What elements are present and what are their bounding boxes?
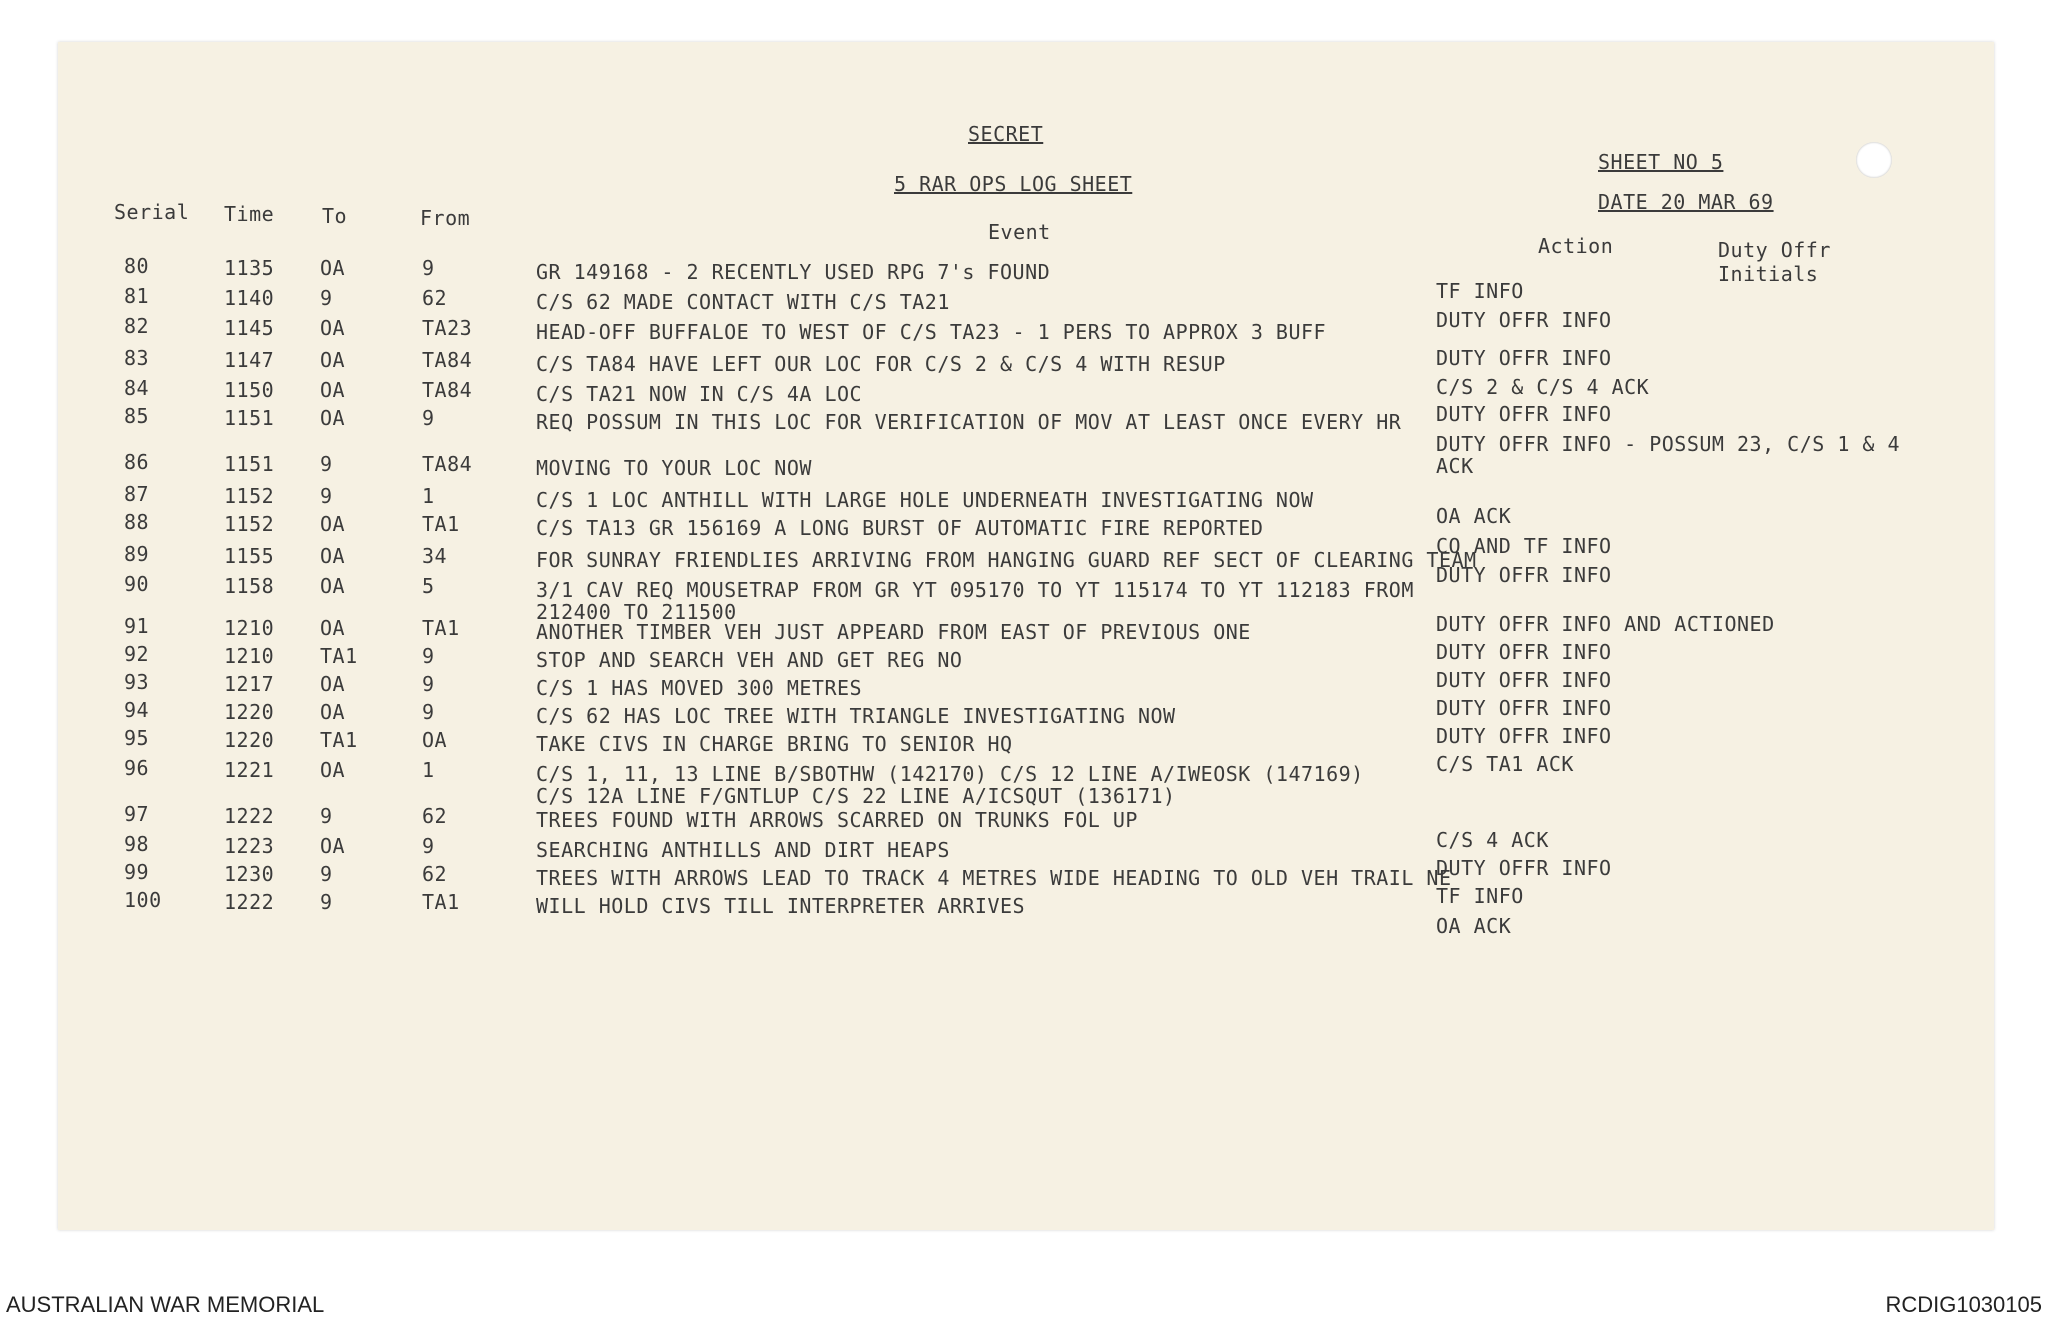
event-cell: C/S TA13 GR 156169 A LONG BURST OF AUTOMATIC FIRE REPORTED bbox=[536, 516, 1264, 540]
log-sheet-paper bbox=[58, 42, 1994, 1230]
action-cell: CO AND TF INFO bbox=[1436, 534, 1612, 558]
action-cell: C/S TA1 ACK bbox=[1436, 752, 1574, 776]
action-cell: DUTY OFFR INFO bbox=[1436, 696, 1612, 720]
from-cell: 62 bbox=[422, 286, 448, 310]
header-to: To bbox=[322, 204, 348, 228]
action-cell: DUTY OFFR INFO bbox=[1436, 640, 1612, 664]
serial-cell: 83 bbox=[124, 346, 150, 370]
from-cell: 9 bbox=[422, 834, 435, 858]
time-cell: 1145 bbox=[224, 316, 275, 340]
event-cell: STOP AND SEARCH VEH AND GET REG NO bbox=[536, 648, 963, 672]
event-cell: MOVING TO YOUR LOC NOW bbox=[536, 456, 812, 480]
serial-cell: 99 bbox=[124, 860, 150, 884]
event-cell: GR 149168 - 2 RECENTLY USED RPG 7's FOUND bbox=[536, 260, 1051, 284]
time-cell: 1140 bbox=[224, 286, 275, 310]
serial-cell: 95 bbox=[124, 726, 150, 750]
to-cell: 9 bbox=[320, 804, 333, 828]
document-title: 5 RAR OPS LOG SHEET bbox=[894, 172, 1133, 196]
punch-hole bbox=[1856, 142, 1892, 178]
from-cell: 1 bbox=[422, 758, 435, 782]
action-cell: DUTY OFFR INFO - POSSUM 23, C/S 1 & 4 bbox=[1436, 432, 1901, 456]
event-cell: REQ POSSUM IN THIS LOC FOR VERIFICATION OF MOV AT LEAST ONCE EVERY HR bbox=[536, 410, 1402, 434]
time-cell: 1150 bbox=[224, 378, 275, 402]
from-cell: TA84 bbox=[422, 378, 473, 402]
serial-cell: 93 bbox=[124, 670, 150, 694]
to-cell: OA bbox=[320, 406, 346, 430]
time-cell: 1210 bbox=[224, 644, 275, 668]
time-cell: 1230 bbox=[224, 862, 275, 886]
from-cell: TA1 bbox=[422, 890, 460, 914]
action-cell: DUTY OFFR INFO bbox=[1436, 563, 1612, 587]
serial-cell: 84 bbox=[124, 376, 150, 400]
event-cell: C/S 62 HAS LOC TREE WITH TRIANGLE INVESTIGATING NOW bbox=[536, 704, 1176, 728]
to-cell: 9 bbox=[320, 890, 333, 914]
serial-cell: 90 bbox=[124, 572, 150, 596]
event-cell: TAKE CIVS IN CHARGE BRING TO SENIOR HQ bbox=[536, 732, 1013, 756]
from-cell: 9 bbox=[422, 644, 435, 668]
time-cell: 1220 bbox=[224, 728, 275, 752]
from-cell: 62 bbox=[422, 862, 448, 886]
event-cell: C/S 62 MADE CONTACT WITH C/S TA21 bbox=[536, 290, 950, 314]
footer-id: RCDIG1030105 bbox=[1885, 1292, 2042, 1317]
from-cell: 9 bbox=[422, 672, 435, 696]
action-cell: DUTY OFFR INFO bbox=[1436, 856, 1612, 880]
time-cell: 1152 bbox=[224, 484, 275, 508]
event-cell: 3/1 CAV REQ MOUSETRAP FROM GR YT 095170 TO YT 115174 TO YT 112183 FROM bbox=[536, 578, 1414, 602]
header-event: Event bbox=[988, 220, 1051, 244]
to-cell: TA1 bbox=[320, 644, 358, 668]
from-cell: TA84 bbox=[422, 348, 473, 372]
time-cell: 1135 bbox=[224, 256, 275, 280]
event-cell: HEAD-OFF BUFFALOE TO WEST OF C/S TA23 - 1 PERS TO APPROX 3 BUFF bbox=[536, 320, 1327, 344]
from-cell: 9 bbox=[422, 700, 435, 724]
action-cell: OA ACK bbox=[1436, 504, 1512, 528]
time-cell: 1210 bbox=[224, 616, 275, 640]
event-cell: FOR SUNRAY FRIENDLIES ARRIVING FROM HANGING GUARD REF SECT OF CLEARING TEAM bbox=[536, 548, 1477, 572]
serial-cell: 98 bbox=[124, 832, 150, 856]
from-cell: 9 bbox=[422, 406, 435, 430]
from-cell: OA bbox=[422, 728, 448, 752]
from-cell: 34 bbox=[422, 544, 448, 568]
from-cell: 62 bbox=[422, 804, 448, 828]
time-cell: 1151 bbox=[224, 406, 275, 430]
action-cell: C/S 2 & C/S 4 ACK bbox=[1436, 375, 1650, 399]
to-cell: OA bbox=[320, 544, 346, 568]
header-duty-offr: Duty Offr bbox=[1718, 238, 1831, 262]
from-cell: TA23 bbox=[422, 316, 473, 340]
event-cell: ANOTHER TIMBER VEH JUST APPEARD FROM EAST OF PREVIOUS ONE bbox=[536, 620, 1251, 644]
to-cell: OA bbox=[320, 758, 346, 782]
serial-cell: 97 bbox=[124, 802, 150, 826]
action-cell: DUTY OFFR INFO bbox=[1436, 346, 1612, 370]
action-cell: DUTY OFFR INFO bbox=[1436, 402, 1612, 426]
to-cell: OA bbox=[320, 348, 346, 372]
action-cell: TF INFO bbox=[1436, 279, 1524, 303]
time-cell: 1222 bbox=[224, 890, 275, 914]
to-cell: OA bbox=[320, 700, 346, 724]
from-cell: 1 bbox=[422, 484, 435, 508]
time-cell: 1217 bbox=[224, 672, 275, 696]
serial-cell: 82 bbox=[124, 314, 150, 338]
to-cell: OA bbox=[320, 834, 346, 858]
serial-cell: 87 bbox=[124, 482, 150, 506]
event-cell: SEARCHING ANTHILLS AND DIRT HEAPS bbox=[536, 838, 950, 862]
to-cell: 9 bbox=[320, 862, 333, 886]
to-cell: OA bbox=[320, 378, 346, 402]
to-cell: OA bbox=[320, 256, 346, 280]
from-cell: TA84 bbox=[422, 452, 473, 476]
serial-cell: 89 bbox=[124, 542, 150, 566]
classification-label: SECRET bbox=[968, 122, 1044, 146]
serial-cell: 80 bbox=[124, 254, 150, 278]
from-cell: 5 bbox=[422, 574, 435, 598]
sheet-number: SHEET NO 5 bbox=[1598, 150, 1724, 174]
event-cell: C/S 1 LOC ANTHILL WITH LARGE HOLE UNDERNEATH INVESTIGATING NOW bbox=[536, 488, 1314, 512]
action-cell: DUTY OFFR INFO bbox=[1436, 724, 1612, 748]
from-cell: 9 bbox=[422, 256, 435, 280]
action-cell: TF INFO bbox=[1436, 884, 1524, 908]
to-cell: OA bbox=[320, 316, 346, 340]
event-cell: C/S 1 HAS MOVED 300 METRES bbox=[536, 676, 863, 700]
footer-source: AUSTRALIAN WAR MEMORIAL bbox=[6, 1292, 325, 1317]
time-cell: 1147 bbox=[224, 348, 275, 372]
serial-cell: 96 bbox=[124, 756, 150, 780]
time-cell: 1158 bbox=[224, 574, 275, 598]
sheet-date: DATE 20 MAR 69 bbox=[1598, 190, 1774, 214]
to-cell: 9 bbox=[320, 452, 333, 476]
from-cell: TA1 bbox=[422, 616, 460, 640]
event-cell-continued: C/S 12A LINE F/GNTLUP C/S 22 LINE A/ICSQUT (136171) bbox=[536, 784, 1176, 808]
to-cell: OA bbox=[320, 512, 346, 536]
serial-cell: 81 bbox=[124, 284, 150, 308]
time-cell: 1222 bbox=[224, 804, 275, 828]
to-cell: 9 bbox=[320, 484, 333, 508]
to-cell: 9 bbox=[320, 286, 333, 310]
event-cell: WILL HOLD CIVS TILL INTERPRETER ARRIVES bbox=[536, 894, 1026, 918]
from-cell: TA1 bbox=[422, 512, 460, 536]
action-cell: DUTY OFFR INFO bbox=[1436, 308, 1612, 332]
header-from: From bbox=[420, 206, 471, 230]
header-initials: Initials bbox=[1718, 262, 1819, 286]
action-cell: DUTY OFFR INFO AND ACTIONED bbox=[1436, 612, 1775, 636]
to-cell: OA bbox=[320, 672, 346, 696]
serial-cell: 88 bbox=[124, 510, 150, 534]
action-cell: C/S 4 ACK bbox=[1436, 828, 1549, 852]
time-cell: 1155 bbox=[224, 544, 275, 568]
time-cell: 1223 bbox=[224, 834, 275, 858]
serial-cell: 100 bbox=[124, 888, 162, 912]
event-cell: C/S 1, 11, 13 LINE B/SBOTHW (142170) C/S 12 LINE A/IWEOSK (147169) bbox=[536, 762, 1364, 786]
action-cell-continued: ACK bbox=[1436, 454, 1474, 478]
event-cell: C/S TA84 HAVE LEFT OUR LOC FOR C/S 2 & C/S 4 WITH RESUP bbox=[536, 352, 1226, 376]
serial-cell: 86 bbox=[124, 450, 150, 474]
action-cell: OA ACK bbox=[1436, 914, 1512, 938]
serial-cell: 92 bbox=[124, 642, 150, 666]
time-cell: 1221 bbox=[224, 758, 275, 782]
event-cell: TREES FOUND WITH ARROWS SCARRED ON TRUNKS FOL UP bbox=[536, 808, 1138, 832]
serial-cell: 94 bbox=[124, 698, 150, 722]
action-cell: DUTY OFFR INFO bbox=[1436, 668, 1612, 692]
to-cell: OA bbox=[320, 574, 346, 598]
time-cell: 1151 bbox=[224, 452, 275, 476]
time-cell: 1152 bbox=[224, 512, 275, 536]
event-cell-continued: 212400 TO 211500 bbox=[536, 600, 737, 624]
to-cell: OA bbox=[320, 616, 346, 640]
to-cell: TA1 bbox=[320, 728, 358, 752]
time-cell: 1220 bbox=[224, 700, 275, 724]
event-cell: TREES WITH ARROWS LEAD TO TRACK 4 METRES WIDE HEADING TO OLD VEH TRAIL NE bbox=[536, 866, 1452, 890]
header-serial: Serial bbox=[114, 200, 190, 224]
header-time: Time bbox=[224, 202, 275, 226]
event-cell: C/S TA21 NOW IN C/S 4A LOC bbox=[536, 382, 863, 406]
serial-cell: 85 bbox=[124, 404, 150, 428]
header-action: Action bbox=[1538, 234, 1614, 258]
serial-cell: 91 bbox=[124, 614, 150, 638]
